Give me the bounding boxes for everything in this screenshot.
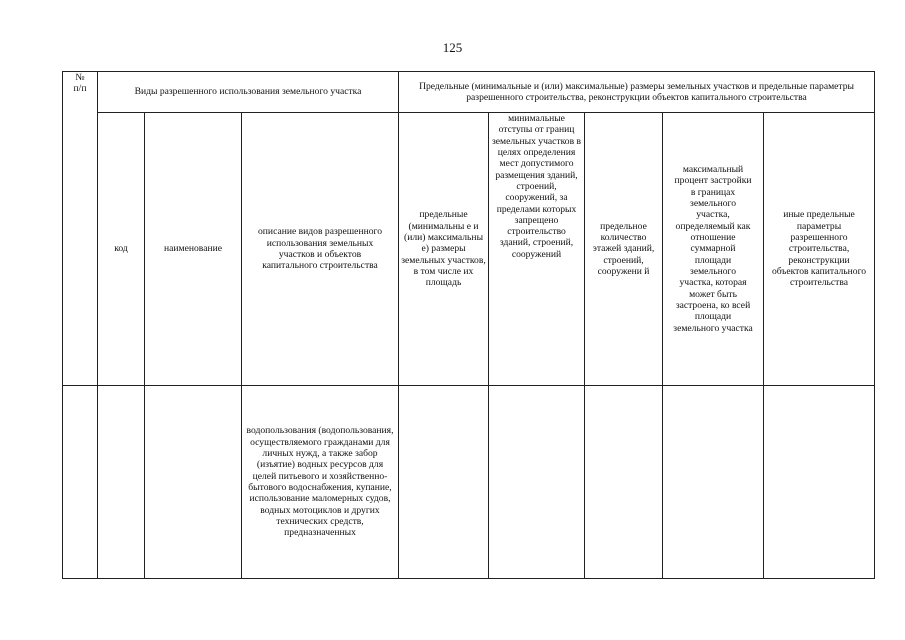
row-floors (585, 386, 663, 579)
header-limits-group: Предельные (минимальные и (или) максимальные) размеры земельных участков и предельные параметры разрешенного строительства, реконструкции объектов капитального строительства (399, 72, 875, 113)
header-size: предельные (минимальны е и (или) максимальны е) размеры земельных участков, в том числе их площадь (399, 113, 489, 386)
header-setback: минимальные отступы от границ земельных участков в целях определения мест допустимого размещения зданий, строений, сооружений, за пределами которых запрещено строительство зданий, строений, сооружений (489, 113, 585, 386)
row-name (145, 386, 242, 579)
row-coverage (663, 386, 764, 579)
header-row-1 (63, 72, 875, 113)
page-number: 125 (442, 40, 463, 55)
header-floors: предельное количество этажей зданий, строений, сооружени й (585, 113, 663, 386)
header-number: № п/п (63, 72, 98, 386)
table-row (63, 386, 875, 579)
regulation-table (62, 71, 875, 579)
row-setback (489, 386, 585, 579)
header-coverage: максимальный процент застройки в границах земельного участка, определяемый как отношение суммарной площади земельного участка, которая может быть застроена, ко всей площади земельного участка (663, 113, 764, 386)
row-description: водопользования (водопользования, осуществляемого гражданами для личных нужд, а также забор (изъятие) водных ресурсов для целей питьевого и хозяйственно-бытового водоснабжения, купание, использование маломерных судов, водных мотоциклов и других технических средств, предназначенных (242, 386, 399, 579)
header-code: код (98, 113, 145, 386)
header-description: описание видов разрешенного использования земельных участков и объектов капитального строительства (242, 113, 399, 386)
header-row-2 (63, 113, 875, 386)
header-name: наименование (145, 113, 242, 386)
row-size (399, 386, 489, 579)
header-other: иные предельные параметры разрешенного строительства, реконструкции объектов капитального строительства (764, 113, 875, 386)
row-other (764, 386, 875, 579)
row-code (98, 386, 145, 579)
header-use-group: Виды разрешенного использования земельного участка (98, 72, 399, 113)
row-number (63, 386, 98, 579)
